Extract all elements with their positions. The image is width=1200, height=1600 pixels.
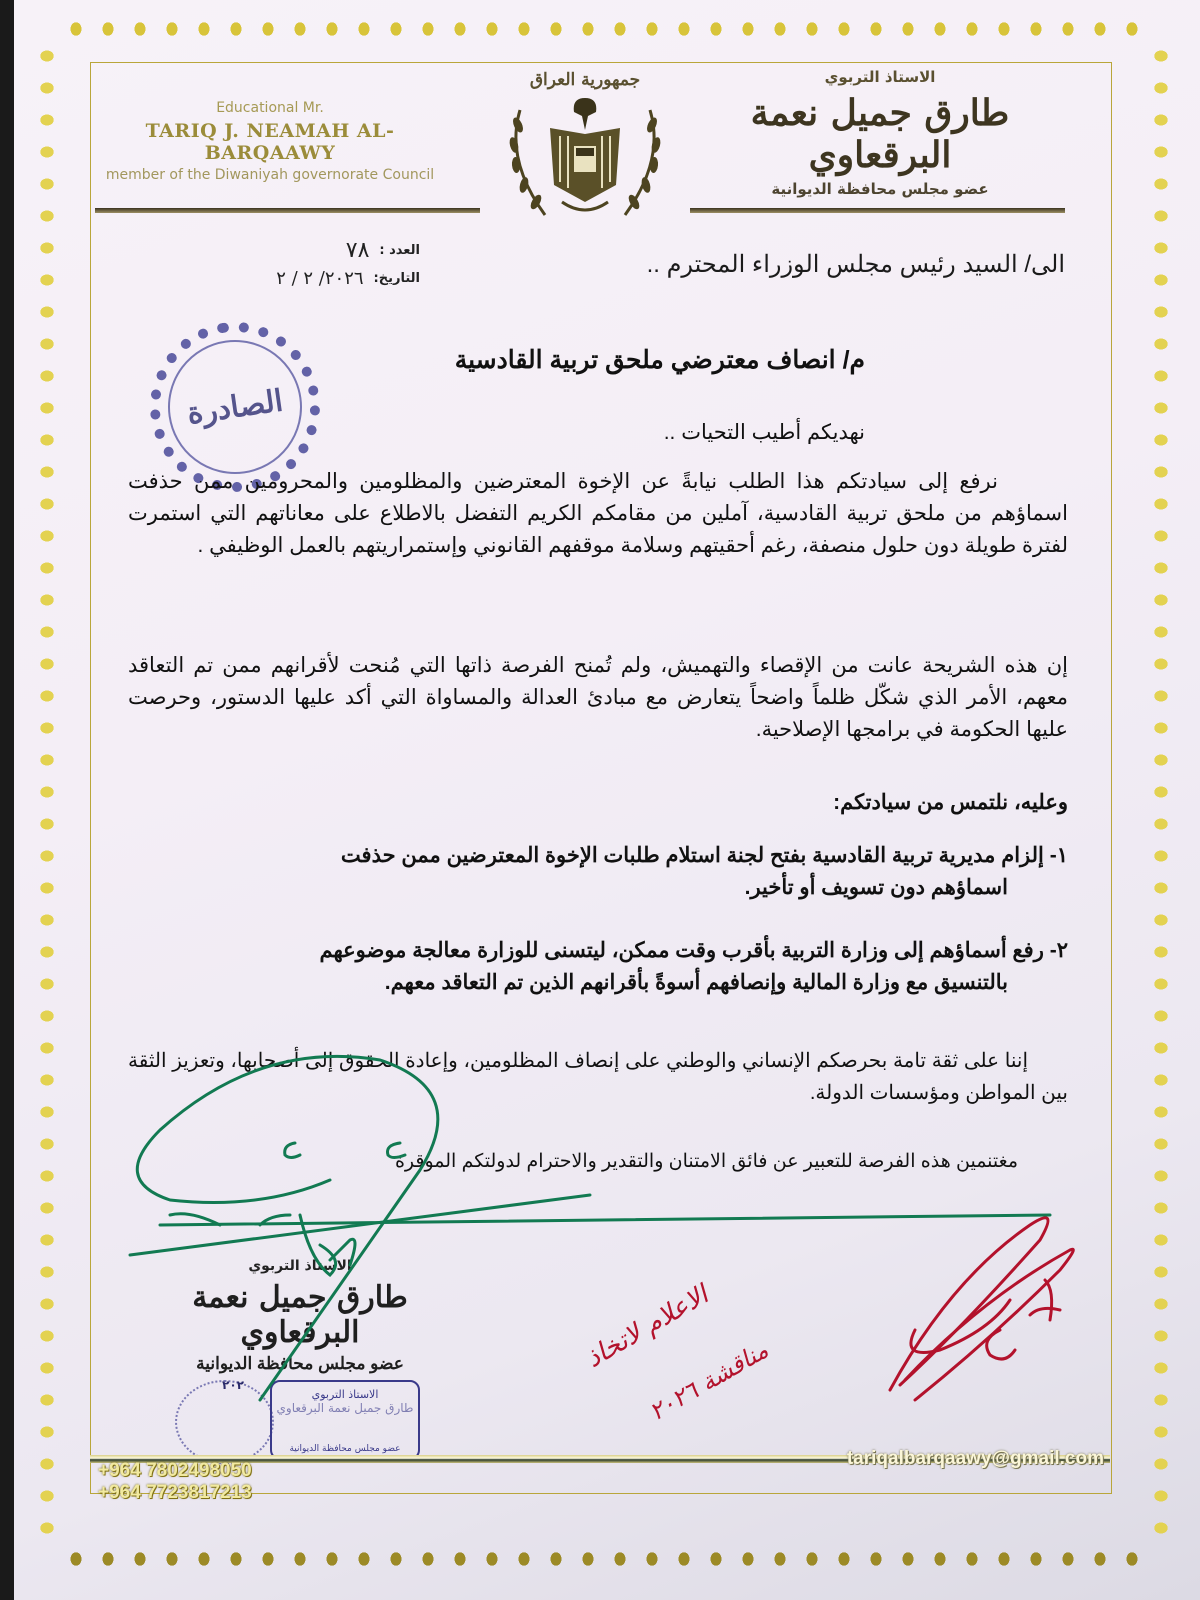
letterhead-english-position: member of the Diwaniyah governorate Council bbox=[105, 167, 435, 183]
reference-number: ٧٨ bbox=[345, 237, 370, 263]
reference-number-label: العدد : bbox=[379, 242, 420, 258]
rectangular-stamp bbox=[222, 1378, 420, 1460]
addressee: الى/ السيد رئيس مجلس الوزراء المحترم .. bbox=[646, 251, 1065, 278]
letterhead-arabic bbox=[700, 68, 1060, 198]
paragraph-2: إن هذه الشريحة عانت من الإقصاء والتهميش، ولم تُمنح الفرصة ذاتها التي مُنحت لأقرانهم ممن تم التعاقد معهم، الأمر الذي شكّل ظلماً واضحاً يتعارض مع مبادئ العدالة والمساواة التي أكد عليها الدستور، وحرصت عليها الحكومة في برامجها الإصلاحية. bbox=[128, 654, 1068, 741]
gold-border-bottom bbox=[60, 1548, 1150, 1570]
reference-date-label: التاريخ: bbox=[373, 270, 420, 286]
reference-block bbox=[170, 236, 420, 292]
annotation-line-1: الاعلام لاتخاذ bbox=[580, 1280, 714, 1374]
signature-name: طارق جميل نعمة البرقعاوي bbox=[192, 1280, 408, 1350]
closing-line: مغتنمين هذه الفرصة للتعبير عن فائق الامتنان والتقدير والاحترام لدولتكم الموقرة bbox=[394, 1151, 1018, 1172]
emblem-republic-text: جمهورية العراق bbox=[529, 70, 641, 90]
request-number: ١- bbox=[1049, 844, 1068, 867]
eagle-emblem-icon bbox=[500, 90, 670, 220]
reference-date: ٢٠٢٦/ ٢ / ٢ bbox=[276, 267, 364, 289]
request-intro: وعليه، نلتمس من سيادتكم: bbox=[833, 791, 1068, 814]
letterhead-english-title: Educational Mr. bbox=[216, 100, 324, 116]
letterhead-arabic-title: الاستاذ التربوي bbox=[824, 68, 936, 86]
paragraph-1 bbox=[128, 466, 1068, 562]
signature-position: عضو مجلس محافظة الديوانية bbox=[196, 1354, 404, 1373]
request-line: إلزام مديرية تربية القادسية بفتح لجنة استلام طلبات الإخوة المعترضين ممن حذفت bbox=[340, 844, 1044, 867]
letterhead-english bbox=[100, 100, 440, 183]
stamp-year: ٢٠٢ bbox=[222, 1378, 244, 1392]
request-item bbox=[128, 840, 1068, 904]
closing-paragraph-text: إننا على ثقة تامة بحرصكم الإنساني والوطني على إنصاف المظلومين، وإعادة الحقوق إلى أصحابها، وتعزيز الثقة بين المواطن ومؤسسات الدولة. bbox=[128, 1050, 1068, 1104]
issued-stamp-label: الصادرة bbox=[185, 383, 285, 431]
header-rule-right bbox=[690, 208, 1065, 213]
request-line: رفع أسماؤهم إلى وزارة التربية بأقرب وقت ممكن، ليتسنى للوزارة معالجة موضوعهم bbox=[319, 939, 1044, 962]
gold-border-top bbox=[60, 18, 1150, 40]
email-address: tariqalbarqaawy@gmail.com bbox=[846, 1448, 1104, 1469]
gold-border-right bbox=[1150, 40, 1172, 1550]
iraq-emblem bbox=[480, 70, 690, 240]
round-stamp bbox=[175, 1380, 274, 1464]
subject-line: م/ انصاف معترضي ملحق تربية القادسية bbox=[454, 346, 865, 374]
letterhead-arabic-position: عضو مجلس محافظة الديوانية bbox=[771, 180, 989, 198]
signature-block bbox=[150, 1258, 450, 1374]
gold-border-left bbox=[36, 40, 58, 1550]
stamp-title: الاستاذ التربوي bbox=[311, 1388, 379, 1401]
stamp-position: عضو مجلس محافظة الديوانية bbox=[289, 1444, 401, 1454]
annotation-line-2: مناقشة ٢٠٢٦ bbox=[644, 1335, 773, 1427]
stamp-name: طارق جميل نعمة البرقعاوي bbox=[276, 1401, 414, 1415]
signature-title: الاستاذ التربوي bbox=[248, 1258, 352, 1274]
request-item bbox=[128, 935, 1068, 999]
paragraph-1-text: نرفع إلى سيادتكم هذا الطلب نيابةً عن الإخوة المعترضين والمظلومين والمحرومين ممن حذفت اسماؤهم من ملحق تربية القادسية، آملين من مقامكم الكريم التفضل بالاطلاع على معاناتهم التي استمرت لفترة طويلة دون حلول منصفة، رغم أحقيتهم وسلامة موقفهم القانوني وإستمراريتهم بالعمل الوظيفي . bbox=[128, 470, 1068, 557]
letterhead-english-name: TARIQ J. NEAMAH AL-BARQAAWY bbox=[145, 120, 395, 164]
greeting: نهديكم أطيب التحيات .. bbox=[663, 421, 865, 444]
phone-numbers bbox=[98, 1460, 252, 1504]
letterhead-arabic-name: طارق جميل نعمة البرقعاوي bbox=[750, 92, 1010, 176]
closing-paragraph bbox=[128, 1045, 1068, 1109]
phone-number: +964 7802498050 bbox=[98, 1460, 252, 1481]
header-rule-left bbox=[95, 208, 480, 213]
phone-number: +964 7723817213 bbox=[98, 1482, 252, 1503]
request-number: ٢- bbox=[1049, 939, 1068, 962]
request-line-continued: اسماؤهم دون تسويف أو تأخير. bbox=[744, 876, 1008, 899]
request-line-continued: بالتنسيق مع وزارة المالية وإنصافهم أسوةً بأقرانهم الذين تم التعاقد معهم. bbox=[384, 971, 1008, 994]
